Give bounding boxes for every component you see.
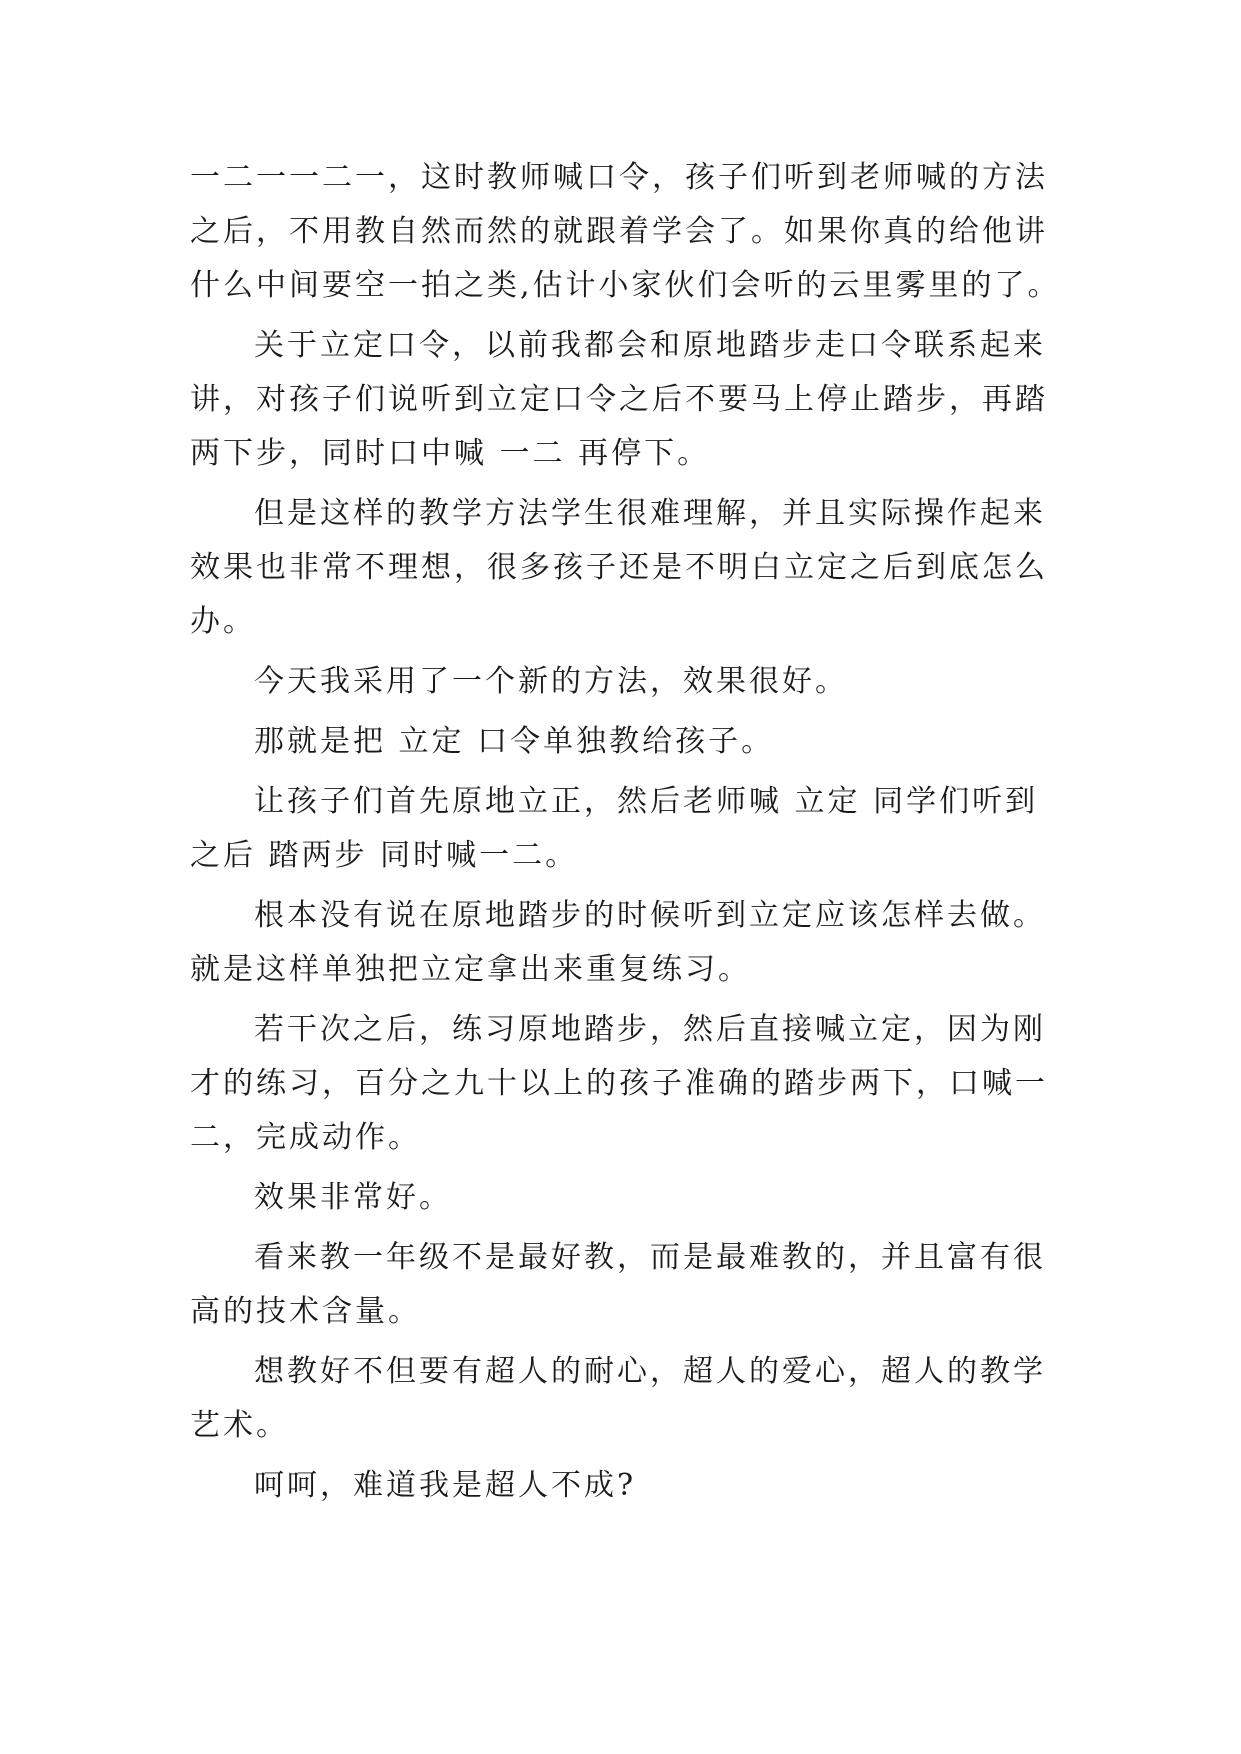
text-line: 之后，不用教自然而然的就跟着学会了。如果你真的给他讲 (190, 214, 1048, 249)
text-line: 之后 踏两步 同时喊一二。 (190, 838, 579, 873)
paragraph-first-line: 想教好不但要有超人的耐心，超人的爱心，超人的教学 (254, 1354, 1046, 1389)
text-line: 艺术。 (190, 1408, 289, 1443)
text-line: 高的技术含量。 (190, 1294, 421, 1329)
paragraph-first-line: 但是这样的教学方法学生很难理解，并且实际操作起来 (254, 496, 1046, 531)
paragraph-first-line: 让孩子们首先原地立正，然后老师喊 立定 同学们听到 (254, 784, 1039, 819)
text-line: 二，完成动作。 (190, 1120, 421, 1155)
text-line: 一二一一二一，这时教师喊口令，孩子们听到老师喊的方法 (190, 160, 1048, 195)
text-line: 什么中间要空一拍之类,估计小家伙们会听的云里雾里的了。 (190, 268, 1061, 303)
paragraph-first-line: 呵呵，难道我是超人不成? (254, 1468, 637, 1503)
paragraph-first-line: 若干次之后，练习原地踏步，然后直接喊立定，因为刚 (254, 1012, 1046, 1047)
text-line: 才的练习，百分之九十以上的孩子准确的踏步两下，口喊一 (190, 1066, 1048, 1101)
paragraph-first-line: 关于立定口令，以前我都会和原地踏步走口令联系起来 (254, 328, 1046, 363)
text-line: 效果也非常不理想，很多孩子还是不明白立定之后到底怎么 (190, 550, 1048, 585)
text-line: 办。 (190, 604, 256, 639)
paragraph-first-line: 效果非常好。 (254, 1180, 452, 1215)
paragraph-first-line: 看来教一年级不是最好教，而是最难教的，并且富有很 (254, 1240, 1046, 1275)
paragraph-first-line: 那就是把 立定 口令单独教给孩子。 (254, 724, 775, 759)
text-line: 就是这样单独把立定拿出来重复练习。 (190, 952, 751, 987)
text-line: 两下步，同时口中喊 一二 再停下。 (190, 436, 711, 471)
text-line: 讲，对孩子们说听到立定口令之后不要马上停止踏步，再踏 (190, 382, 1048, 417)
paragraph-first-line: 根本没有说在原地踏步的时候听到立定应该怎样去做。 (254, 898, 1046, 933)
paragraph-first-line: 今天我采用了一个新的方法，效果很好。 (254, 664, 848, 699)
